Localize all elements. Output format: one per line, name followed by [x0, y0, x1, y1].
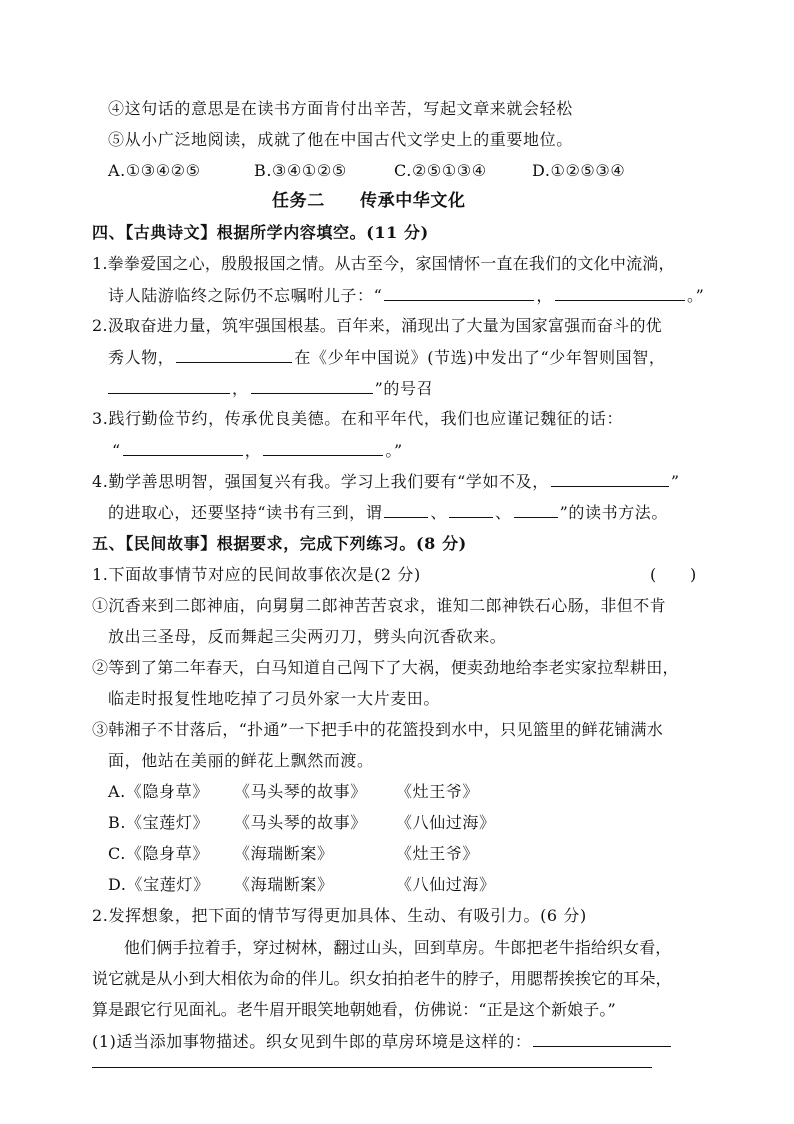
- q2-end: ”的号召: [374, 379, 434, 398]
- choice-d-story-1: D.《宝莲灯》: [108, 875, 210, 894]
- q2-line1: 2.汲取奋进力量，筑牢强国根基。百年来，涌现出了大量为国家富强而奋斗的优: [92, 316, 663, 335]
- s5-choice-c[interactable]: [108, 843, 479, 865]
- q2-blank-1[interactable]: [176, 346, 292, 363]
- s5-choice-b[interactable]: [108, 812, 496, 834]
- story-1-line2: 放出三圣母，反而舞起三尖两刃刀，劈头向沉香砍来。: [108, 627, 507, 646]
- q1-line2: [108, 284, 704, 307]
- option-4: ④这句话的意思是在读书方面肯付出辛苦，写起文章来就会轻松: [108, 99, 573, 118]
- choice-c-story-2: 《海瑞断案》: [234, 844, 334, 863]
- q1-end: 。”: [687, 286, 705, 305]
- q2-text: 秀人物，: [108, 348, 175, 367]
- choice-a-story-2: 《马头琴的故事》: [234, 782, 367, 801]
- section5-heading: 五、【民间故事】根据要求，完成下列练习。(8 分): [92, 534, 467, 553]
- s5-choice-a[interactable]: [108, 781, 479, 803]
- q1-line1: 1.拳拳爱国之心，殷殷报国之情。从古至今，家国情怀一直在我们的文化中流淌，: [92, 254, 675, 273]
- q3-line2: [112, 439, 403, 462]
- q4-line1: [92, 470, 680, 493]
- q4-blank-3[interactable]: [449, 501, 493, 518]
- task-title: 任务二 传承中华文化: [272, 191, 466, 211]
- q4-blank-1[interactable]: [551, 470, 669, 487]
- q1-text: 诗人陆游临终之际仍不忘嘱咐儿子：“: [108, 286, 383, 305]
- choice-c-story-1: C.《隐身草》: [108, 844, 209, 863]
- choice-d[interactable]: D.①②⑤③④: [532, 161, 626, 180]
- q4-line2: [108, 501, 668, 524]
- q3-blank-2[interactable]: [263, 439, 383, 456]
- choice-c[interactable]: C.②⑤①③④: [394, 161, 487, 180]
- choice-b-story-1: B.《宝莲灯》: [108, 813, 210, 832]
- choice-c-story-3: 《灶王爷》: [396, 844, 480, 863]
- q4-text: 4.勤学善思明智，强国复兴有我。学习上我们要有“学如不及，: [92, 472, 549, 491]
- q4-blank-2[interactable]: [384, 501, 428, 518]
- choice-a-story-1: A.《隐身草》: [108, 782, 209, 801]
- story-3-line2: 面，他站在美丽的鲜花上飘然而渡。: [108, 751, 374, 770]
- section4-heading: 四、【古典诗文】根据所学内容填空。(11 分): [92, 223, 429, 242]
- choices-row: [108, 160, 625, 182]
- sub-q1-blank[interactable]: [533, 1030, 671, 1047]
- q4-text-2: 的进取心，还要坚持“读书有三到，谓: [108, 503, 383, 522]
- s5-choice-d[interactable]: [108, 874, 496, 896]
- q2-line2: [108, 346, 665, 369]
- choice-b-story-2: 《马头琴的故事》: [234, 813, 367, 832]
- sub-q1-line: [92, 1030, 673, 1053]
- q4-blank-4[interactable]: [514, 501, 558, 518]
- choice-d-story-3: 《八仙过海》: [396, 875, 496, 894]
- q1-blank-1[interactable]: [384, 284, 534, 301]
- story-2-line2: 临走时报复性地吃掉了刁员外家一大片麦田。: [108, 689, 441, 708]
- story-1-line1: ①沉香来到二郎神庙，向舅舅二郎神苦苦哀求，谁知二郎神铁石心肠，非但不肯: [92, 596, 667, 615]
- q4-sep-1: 、: [430, 503, 447, 522]
- q3-open-quote: “: [112, 441, 121, 460]
- q2-comma: ，: [232, 379, 249, 398]
- q3-line1: 3.践行勤俭节约，传承优良美德。在和平年代，我们也应谨记魏征的话：: [92, 409, 624, 428]
- q2-blank-3[interactable]: [251, 377, 373, 394]
- passage-line3: 算是跟它行见面礼。老牛眉开眼笑地朝她看，仿佛说：“正是这个新娘子。”: [92, 1000, 616, 1019]
- q3-blank-1[interactable]: [123, 439, 243, 456]
- sub-q1-text: (1)适当添加事物描述。织女见到牛郎的草房环境是这样的：: [92, 1032, 532, 1051]
- q4-end: ”的读书方法。: [559, 503, 668, 522]
- q1-comma: ，: [536, 286, 553, 305]
- choice-a[interactable]: A.①③④②⑤: [108, 161, 201, 180]
- s5-q2: 2.发挥想象，把下面的情节写得更加具体、生动、有吸引力。(6 分): [92, 906, 587, 925]
- q1-blank-2[interactable]: [555, 284, 685, 301]
- story-2-line1: ②等到了第二年春天，白马知道自己闯下了大祸，便卖劲地给李老实家拉犁耕田，: [92, 658, 679, 677]
- choice-b-story-3: 《八仙过海》: [396, 813, 496, 832]
- s5-q1: 1.下面故事情节对应的民间故事依次是(2 分): [92, 565, 421, 584]
- q2-blank-2[interactable]: [108, 377, 230, 394]
- answer-line[interactable]: [92, 1067, 652, 1068]
- q2-line3: [108, 377, 433, 400]
- choice-a-story-3: 《灶王爷》: [396, 782, 480, 801]
- choice-b[interactable]: B.③④①②⑤: [254, 161, 347, 180]
- story-3-line1: ③韩湘子不甘落后，“扑通”一下把手中的花篮投到水中，只见篮里的鲜花铺满水: [92, 720, 664, 739]
- passage-line2: 说它就是从小到大相依为命的伴儿。织女拍拍老牛的脖子，用腮帮挨挨它的耳朵，: [92, 969, 672, 988]
- q4-close-quote: ”: [670, 472, 680, 491]
- passage-line1: 他们俩手拉着手，穿过树林，翻过山头，回到草房。牛郎把老牛指给织女看，: [124, 938, 672, 957]
- q3-comma: ，: [244, 441, 262, 460]
- q3-end: 。”: [385, 441, 403, 460]
- s5-q1-answer-paren[interactable]: ( ): [650, 565, 697, 584]
- option-5: ⑤从小广泛地阅读，成就了他在中国古代文学史上的重要地位。: [108, 130, 573, 149]
- q2-text-2: 在《少年中国说》(节选)中发出了“少年智则国智，: [294, 348, 666, 367]
- choice-d-story-2: 《海瑞断案》: [234, 875, 334, 894]
- q4-sep-2: 、: [495, 503, 512, 522]
